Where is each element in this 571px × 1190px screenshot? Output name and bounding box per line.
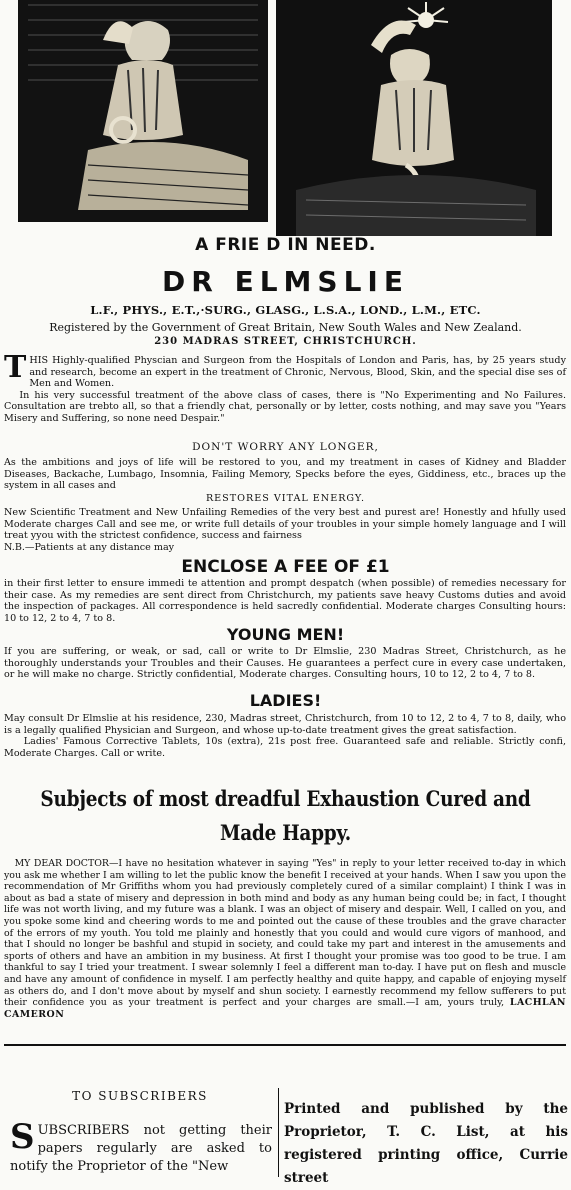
divider-rule <box>4 1044 566 1046</box>
letter-body: —I have no hesitation whatever in saying "Yes" in reply to your letter received to-day in which you ask me whether I am willing to let the public know the benefit I received at your hands. When I saw you upon the recommendation of Mr Griffiths whom you had previously completely cured of a similar complaint) I think I was in about as bad a state of misery and depression in both mind and body as any human being could be; in fact, I thought life was not worth living, and my future was a blank. I was an object of misery and despair. Well, I called on you, and you spoke some kind and cheering words to me and pointed out the cause of these troubles and the grave character of the errors of my youth. You told me plainly and honestly that you could and would cure vigors of manhood, and that I should no longer be bashful and stupid in society, and could take my part and interest in the amusements and sports of others and have an ambition in my business. At first I thought your promise was too good to be true. I am thankful to say I tried your treatment. I swear solemnly I feel a different man to-day. I have put on flesh and muscle and have any amount of confidence in myself. I am perfectly healthy and quite happy, and capable of enjoying myself as others do, and I don't move about by myself and shun society. I earnestly recommend my fellow sufferers to put their confidence you as your treatment is perfect and your charges are small.—I am, yours truly, <box>4 858 566 1009</box>
letter-salutation: MY DEAR DOCTOR <box>14 858 109 869</box>
headline: A FRIE D IN NEED. <box>195 235 376 255</box>
intro-section <box>4 350 566 424</box>
dont-worry-text: As the ambitions and joys of life will be restored to you, and my treatment in cases of Kidney and Bladder Diseases, Backache, Lumbago, Insomnia, Failing Memory, Specks before the eyes, Giddiness, etc., braces up the system in all cases and <box>4 457 566 491</box>
letter-signature: LACHLAN CAMERON <box>4 997 566 1020</box>
patients-note: N.B.—Patients at any distance may <box>4 542 175 553</box>
registration-line: Registered by the Government of Great Britain, New South Wales and New Zealand. <box>49 321 522 334</box>
column-divider <box>278 1088 279 1177</box>
restores-heading: RESTORES VITAL ENERGY. <box>205 493 366 504</box>
intro-paragraph-2: In his very successful treatment of the above class of cases, there is "No Experimenting and No Failures. Consultation are trebto all, so that a friendly chat, personally or by letter, costs nothing, and may save you "Years Misery and Suffering, so none need Despair." <box>4 389 566 424</box>
subscribers-notice <box>10 1117 272 1176</box>
testimonial-letter <box>4 858 566 1020</box>
woodcut-illustration-left <box>18 0 268 222</box>
enclose-text: in their first letter to ensure immedi te attention and prompt despatch (when possible) of remedies necessary for their case. As my remedies are sent direct from Christchurch, my patients save heavy Customs duties and avoid the inspection of packages. All correspondence is held sacredly confidential. Moderate charges Consulting hours: 10 to 12, 2 to 4, 7 to 8. <box>4 578 566 624</box>
address-line: 230 MADRAS STREET, CHRISTCHURCH. <box>154 336 417 347</box>
subscribers-text: UBSCRIBERS not getting their papers regularly are asked to notify the Proprietor of the "New <box>10 1123 272 1174</box>
intro-dropcap: T <box>4 350 27 385</box>
young-men-text: If you are suffering, or weak, or sad, call or write to Dr Elmslie, 230 Madras Street, Christchurch, as he thoroughly understands your Troubles and their Causes. He guarantees a perfect cure in every case undertaken, or he will make no charge. Strictly confidential, Moderate charges. Consulting hours, 10 to 12, 2 to 4, 7 to 8. <box>4 646 566 680</box>
restores-text: New Scientific Treatment and New Unfailing Remedies of the very best and purest are! Honestly and hfully used Moderate charges Call and see me, or write full details of your troubles in your simple homely language and I will treat yyou with the strictest confidence, success and fairness <box>4 507 566 541</box>
young-men-heading: YOUNG MEN! <box>226 625 345 644</box>
intro-paragraph-1: HIS Highly-qualified Physcian and Surgeon from the Hospitals of London and Paris, has, by 25 years study and research, become an expert in the treatment of Chronic, Nervous, Blood, Skin, and the special dise ses of Men and Women. <box>29 355 566 389</box>
woodcut-illustration-right <box>276 0 552 236</box>
qualifications: L.F., PHYS., E.T.,·SURG., GLASG., L.S.A., LOND., L.M., ETC. <box>90 303 481 317</box>
ladies-heading: LADIES! <box>249 691 322 710</box>
enclose-heading: ENCLOSE A FEE OF £1 <box>181 557 390 577</box>
subscribers-heading: TO SUBSCRIBERS <box>72 1089 208 1103</box>
ladies-text <box>4 713 566 759</box>
dont-worry-heading: DON'T WORRY ANY LONGER, <box>192 441 379 453</box>
testimonial-heading: Subjects of most dreadful Exhaustion Cured and Made Happy. <box>40 786 531 845</box>
printer-imprint: Printed and published by the Proprietor, T. C. List, at his registered printing office, Currie street <box>284 1101 568 1186</box>
subscribers-dropcap: S <box>10 1117 35 1157</box>
doctor-name: DR ELMSLIE <box>162 265 409 298</box>
ladies-paragraph-2: Ladies' Famous Corrective Tablets, 10s (extra), 21s post free. Guaranteed safe and reliable. Strictly confi, Moderate Charges. Call or write. <box>4 736 566 759</box>
ladies-paragraph-1: May consult Dr Elmslie at his residence, 230, Madras street, Christchurch, from 10 to 12, 2 to 4, 7 to 8, daily, who is a legally qualified Physician and Surgeon, and whose up-to-date treatment gives the great satisfaction. <box>4 713 566 736</box>
